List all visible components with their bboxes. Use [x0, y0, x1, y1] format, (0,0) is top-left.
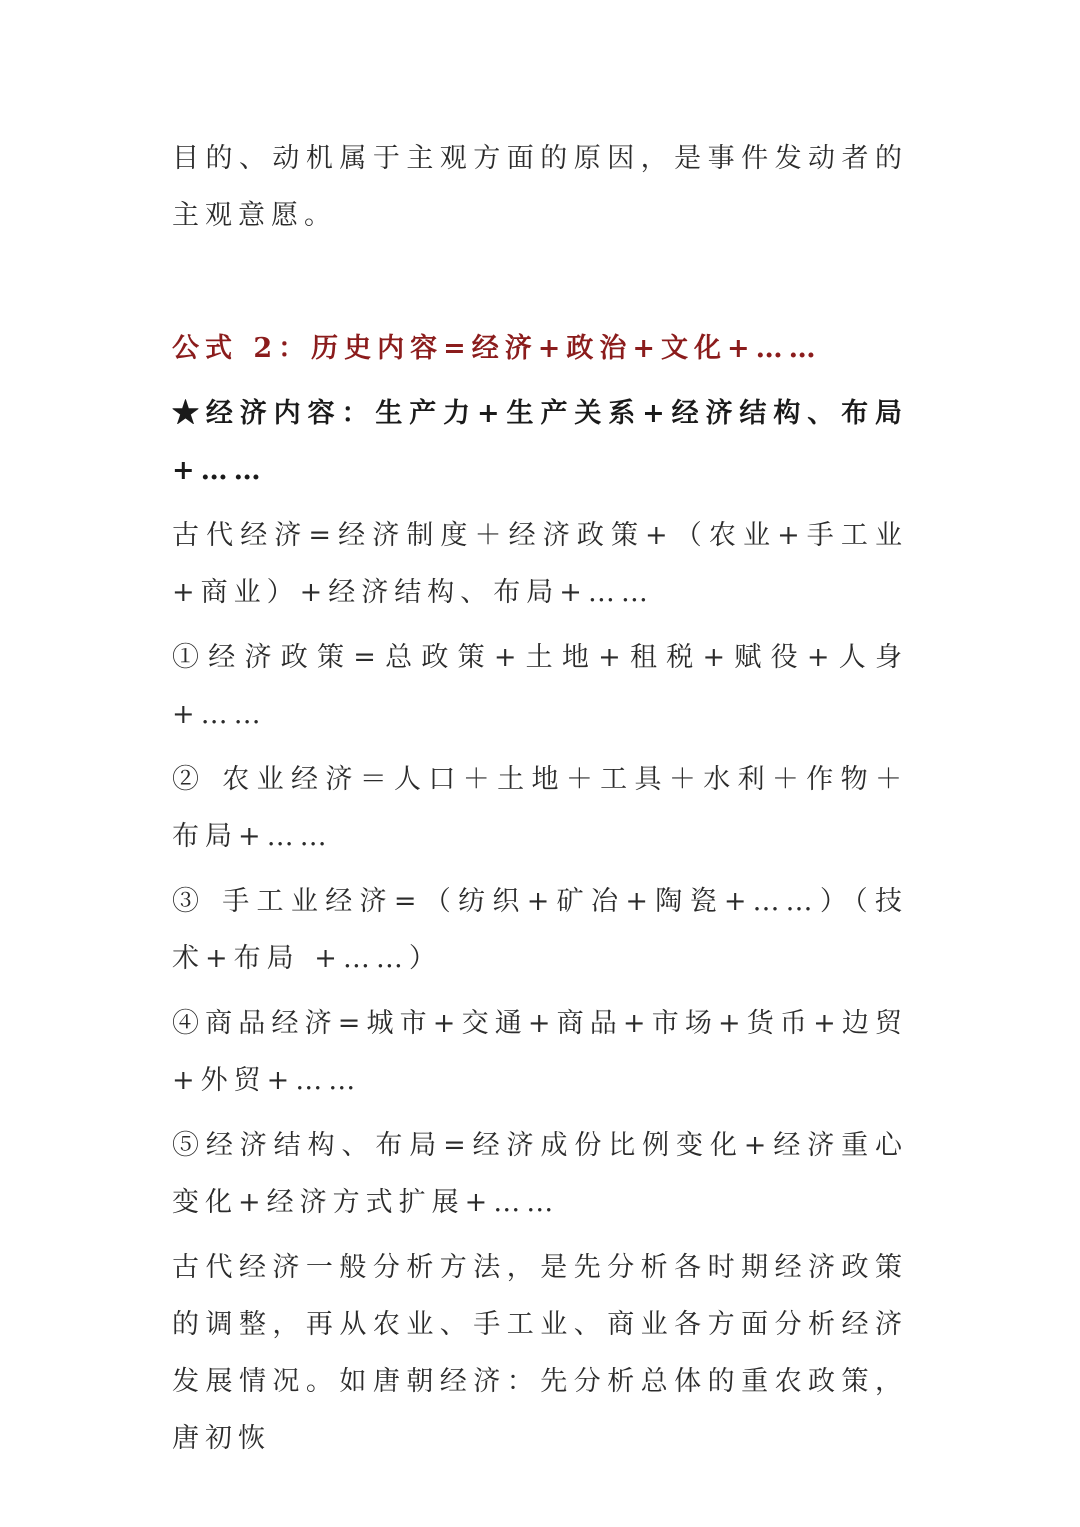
- list-item-commodity: ④商品经济=城市+交通+商品+市场+货币+边贸+外贸+……: [172, 1008, 908, 1096]
- spacer: [172, 621, 908, 629]
- spacer: [172, 377, 908, 385]
- ancient-economy-formula: 古代经济=经济制度＋经济政策+（农业+手工业+商业）+经济结构、布局+……: [172, 520, 908, 608]
- section-spacer: [172, 244, 908, 320]
- intro-paragraph: 目的、动机属于主观方面的原因，是事件发动者的主观意愿。: [172, 143, 908, 231]
- analysis-method-paragraph: 古代经济一般分析方法，是先分析各时期经济政策的调整，再从农业、手工业、商业各方面分析经济发展情况。如唐朝经济：先分析总体的重农政策，唐初恢: [172, 1252, 908, 1454]
- spacer: [172, 865, 908, 873]
- spacer: [172, 1231, 908, 1239]
- list-item-economic-policy: ①经济政策=总政策+土地+租税+赋役+人身+……: [172, 642, 908, 730]
- spacer: [172, 987, 908, 995]
- economy-content-heading: ★经济内容：生产力+生产关系+经济结构、布局+……: [172, 398, 908, 486]
- formula-2-heading: 公式 2：历史内容=经济+政治+文化+……: [172, 333, 822, 364]
- spacer: [172, 743, 908, 751]
- spacer: [172, 1109, 908, 1117]
- list-item-agriculture: ② 农业经济＝人口＋土地＋工具＋水利＋作物＋布局+……: [172, 764, 908, 852]
- list-item-structure: ⑤经济结构、布局=经济成份比例变化+经济重心变化+经济方式扩展+……: [172, 1130, 908, 1218]
- spacer: [172, 499, 908, 507]
- list-item-handicraft: ③ 手工业经济=（纺织+矿冶+陶瓷+……）（技术+布局 +……）: [172, 886, 908, 974]
- document-page: [172, 130, 908, 1467]
